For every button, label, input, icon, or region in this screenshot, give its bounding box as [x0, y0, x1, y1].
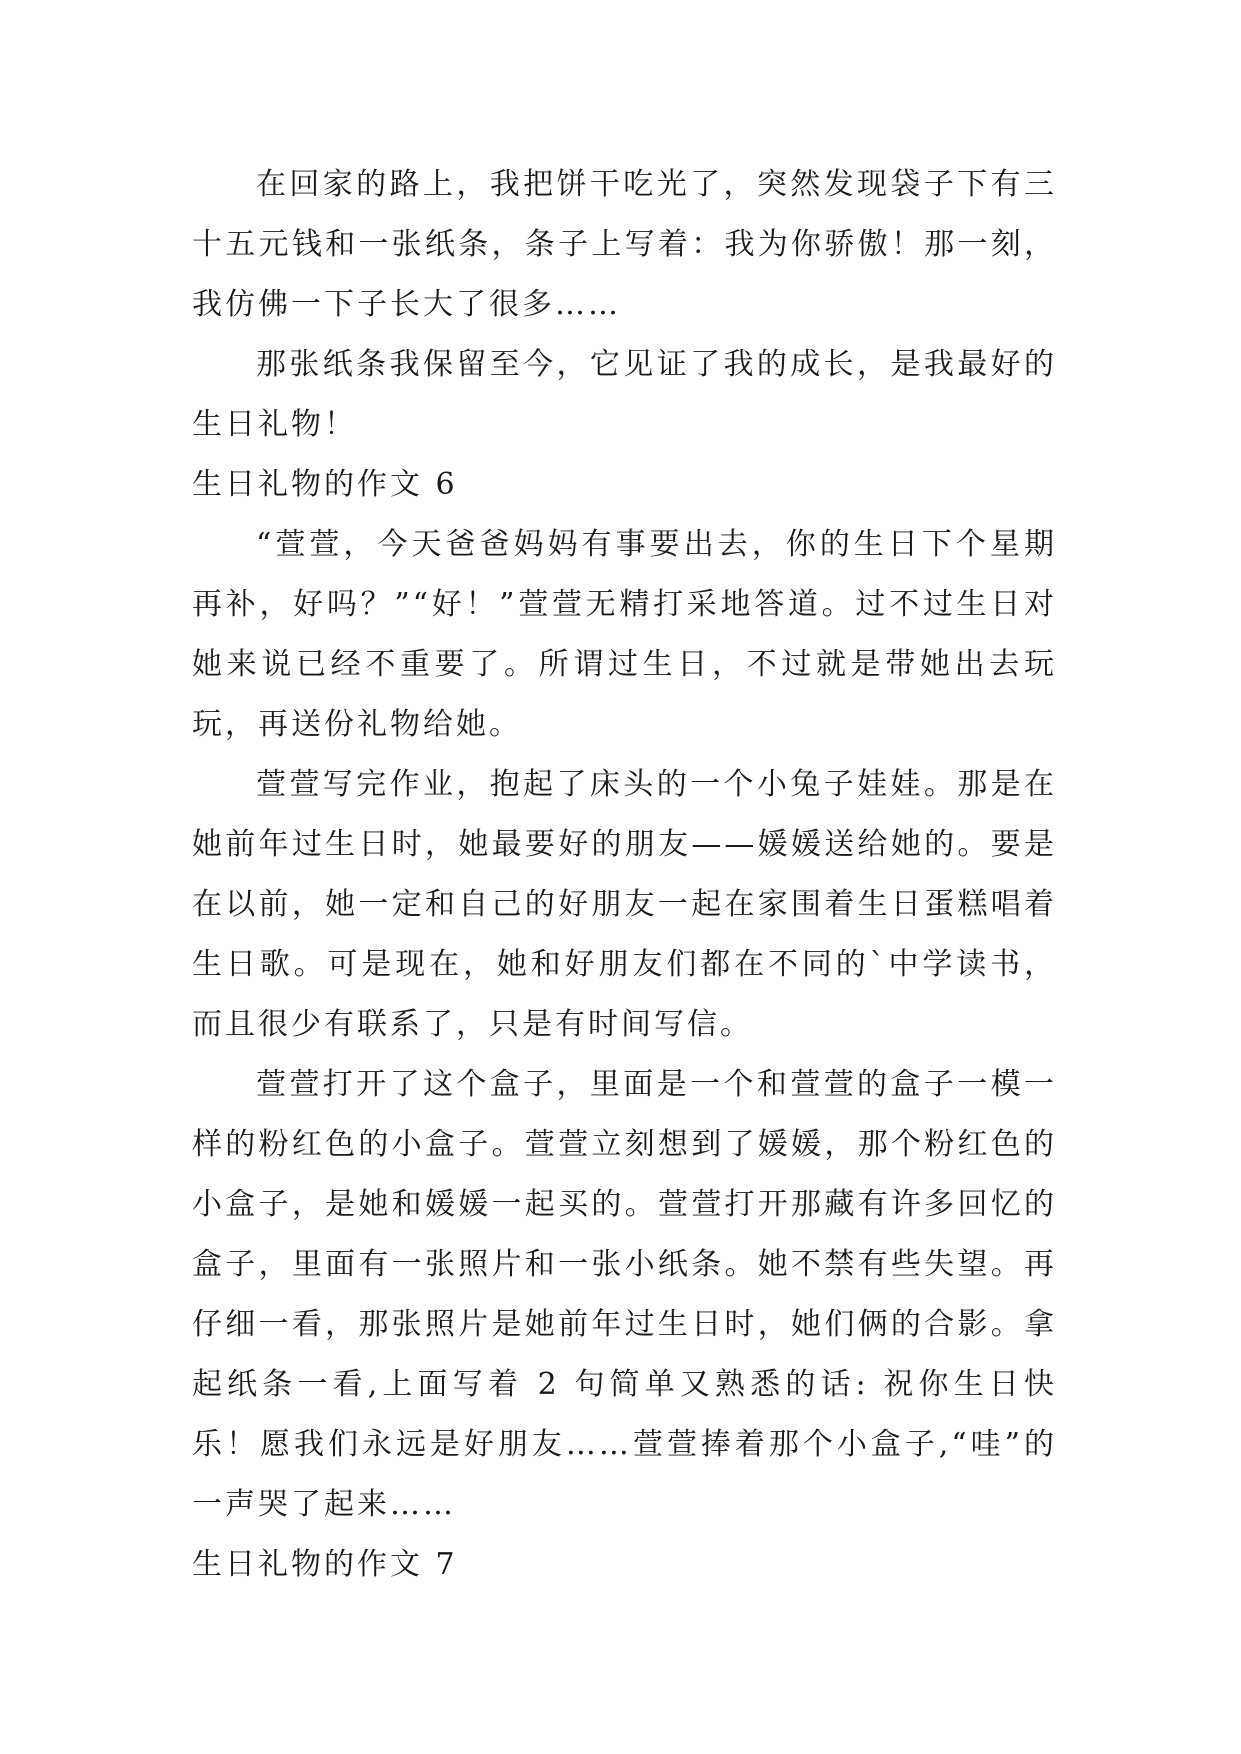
- paragraph-note-kept: 那张纸条我保留至今，它见证了我的成长，是我最好的生日礼物！: [192, 347, 1057, 442]
- paragraph-rabbit-doll: 萱萱写完作业，抱起了床头的一个小兔子娃娃。那是在她前年过生日时，她最要好的朋友——媛媛送给她的。要是在以前，她一定和自己的好朋友一起在家围着生日蛋糕唱着生日歌。可是现在，她和好朋友们都在不同的`中学读书，而且很少有联系了，只是有时间写信。: [192, 767, 1057, 1042]
- paragraph-pink-box: 萱萱打开了这个盒子，里面是一个和萱萱的盒子一模一样的粉红色的小盒子。萱萱立刻想到了媛媛，那个粉红色的小盒子，是她和媛媛一起买的。萱萱打开那藏有许多回忆的盒子，里面有一张照片和一张小纸条。她不禁有些失望。再仔细一看，那张照片是她前年过生日时，她们俩的合影。拿起纸条一看,上面写着 2 句简单又熟悉的话: 祝你生日快乐！愿我们永远是好朋友……萱萱捧着那个小盒子,“哇”的一声哭了起来……: [192, 1067, 1057, 1522]
- section-heading-7: 生日礼物的作文 7: [192, 1547, 458, 1582]
- document-body: [192, 155, 1057, 1595]
- paragraph-birthday-postponed: “萱萱，今天爸爸妈妈有事要出去，你的生日下个星期再补，好吗？”“好！”萱萱无精打采地答道。过不过生日对她来说已经不重要了。所谓过生日，不过就是带她出去玩玩，再送份礼物给她。: [192, 527, 1057, 742]
- paragraph-way-home: 在回家的路上，我把饼干吃光了，突然发现袋子下有三十五元钱和一张纸条，条子上写着：我为你骄傲！那一刻，我仿佛一下子长大了很多……: [192, 167, 1057, 322]
- section-heading-6: 生日礼物的作文 6: [192, 467, 458, 502]
